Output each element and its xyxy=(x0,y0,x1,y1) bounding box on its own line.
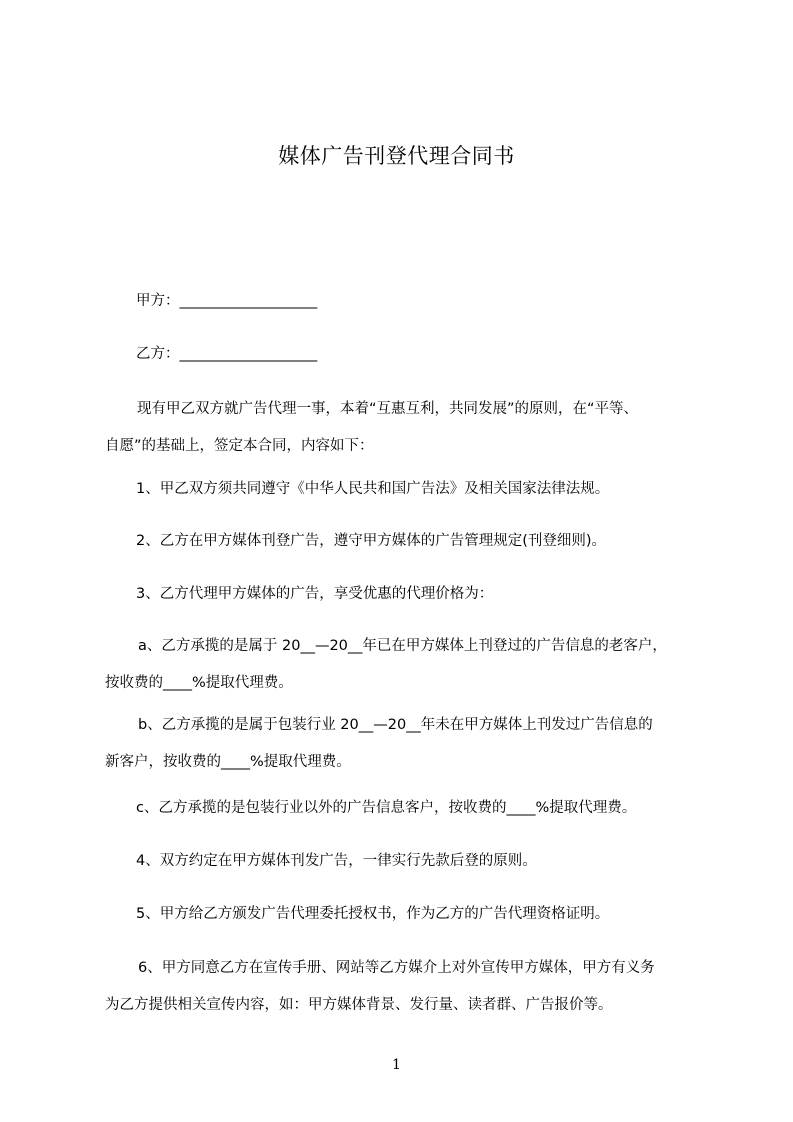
party-a-line: 甲方：___________________ xyxy=(136,293,318,309)
intro-line-2: 自愿”的基础上，签定本合同，内容如下： xyxy=(105,438,374,454)
clause-6 xyxy=(105,950,695,1024)
clause-3c: c、乙方承揽的是包装行业以外的广告信息客户，按收费的____%提取代理费。 xyxy=(136,800,637,816)
clause-3b xyxy=(105,707,695,781)
clause-2: 2、乙方在甲方媒体刊登广告，遵守甲方媒体的广告管理规定(刊登细则)。 xyxy=(136,533,607,549)
clause-3a xyxy=(105,628,695,702)
clause-6-line-1: 6、甲方同意乙方在宣传手册、网站等乙方媒介上对外宣传甲方媒体，甲方有义务 xyxy=(138,960,655,976)
clause-3b-line-2: 新客户，按收费的____%提取代理费。 xyxy=(105,754,351,770)
clause-3a-line-2: 按收费的____%提取代理费。 xyxy=(105,675,293,691)
intro-paragraph xyxy=(105,391,695,465)
clause-3: 3、乙方代理甲方媒体的广告，享受优惠的代理价格为： xyxy=(136,586,494,602)
party-b-line: 乙方：___________________ xyxy=(136,346,318,362)
page-number: 1 xyxy=(392,1057,401,1073)
clause-3a-line-1: a、乙方承揽的是属于 20__—20__年已在甲方媒体上刊登过的广告信息的老客户， xyxy=(138,638,667,654)
clause-3b-line-1: b、乙方承揽的是属于包装行业 20__—20__年未在甲方媒体上刊发过广告信息的 xyxy=(138,717,653,733)
document-title: 媒体广告刊登代理合同书 xyxy=(278,144,515,168)
clause-1: 1、甲乙双方须共同遵守《中华人民共和国广告法》及相关国家法律法规。 xyxy=(136,481,610,497)
clause-6-line-2: 为乙方提供相关宣传内容，如：甲方媒体背景、发行量、读者群、广告报价等。 xyxy=(105,997,613,1013)
clause-4: 4、双方约定在甲方媒体刊发广告，一律实行先款后登的原则。 xyxy=(136,853,537,869)
intro-line-1: 现有甲乙双方就广告代理一事，本着“互惠互利，共同发展”的原则，在“平等、 xyxy=(137,401,639,417)
clause-5: 5、甲方给乙方颁发广告代理委托授权书，作为乙方的广告代理资格证明。 xyxy=(136,906,610,922)
